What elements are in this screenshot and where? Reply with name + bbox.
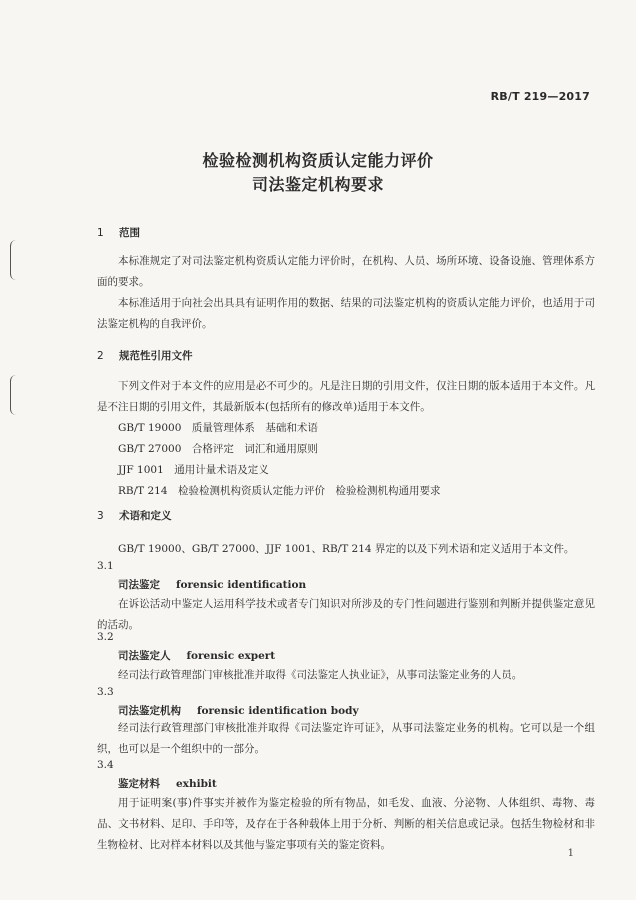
paragraph <box>97 251 595 293</box>
paragraph-text: 本标准适用于向社会出具具有证明作用的数据、结果的司法鉴定机构的资质认定能力评价，也适用于司法鉴定机构的自我评价。 <box>97 297 595 330</box>
section-title: 术语和定义 <box>119 510 172 522</box>
term-zh: 鉴定材料 <box>118 778 160 790</box>
section-number: 3 <box>97 510 104 522</box>
paragraph <box>97 718 595 760</box>
term-heading <box>118 648 275 663</box>
term-number: 3.2 <box>97 631 114 643</box>
term-heading <box>118 776 217 791</box>
section-heading <box>97 348 193 363</box>
term-en: forensic identification body <box>197 705 359 717</box>
term-zh: 司法鉴定 <box>118 579 160 591</box>
paragraph <box>97 793 595 856</box>
reference-item: RB/T 214 检验检测机构资质认定能力评价 检验检测机构通用要求 <box>118 485 441 497</box>
term-number: 3.3 <box>97 686 114 698</box>
term-en: forensic expert <box>186 650 276 662</box>
section-number: 1 <box>97 227 104 239</box>
term-number: 3.1 <box>97 560 114 572</box>
paragraph-text: 下列文件对于本文件的应用是必不可少的。凡是注日期的引用文件，仅注日期的版本适用于本文件。凡是不注日期的引用文件，其最新版本(包括所有的修改单)适用于本文件。 <box>97 380 595 413</box>
binding-mark <box>10 240 17 280</box>
term-definition: 经司法行政管理部门审核批准并取得《司法鉴定人执业证》，从事司法鉴定业务的人员。 <box>118 669 523 681</box>
paragraph <box>97 665 595 686</box>
paragraph-text: 本标准规定了对司法鉴定机构资质认定能力评价时，在机构、人员、场所环境、设备设施、管理体系方面的要求。 <box>97 255 595 288</box>
section-number: 2 <box>97 350 104 362</box>
paragraph-text: GB/T 19000、GB/T 27000、JJF 1001、RB/T 214 界定的以及下列术语和定义适用于本文件。 <box>118 543 575 555</box>
paragraph <box>97 376 595 418</box>
paragraph <box>97 293 595 335</box>
standard-code: RB/T 219—2017 <box>490 90 590 103</box>
term-definition: 用于证明案(事)件事实并被作为鉴定检验的所有物品，如毛发、血液、分泌物、人体组织、毒物、毒品、文书材料、足印、手印等，及存在于各种载体上用于分析、判断的相关信息或记录。包括生物检材和非生物检材、比对样本材料以及其他与鉴定事项有关的鉴定资料。 <box>97 797 595 851</box>
term-heading <box>118 577 306 592</box>
document-title: 检验检测机构资质认定能力评价 <box>202 151 434 170</box>
section-title: 规范性引用文件 <box>119 350 193 362</box>
term-definition: 经司法行政管理部门审核批准并取得《司法鉴定许可证》，从事司法鉴定业务的机构。它可以是一个组织，也可以是一个组织中的一部分。 <box>97 722 595 755</box>
term-heading <box>118 703 359 718</box>
term-number: 3.4 <box>97 759 114 771</box>
section-title: 范围 <box>119 227 140 239</box>
document-subtitle: 司法鉴定机构要求 <box>251 175 384 194</box>
reference-item: GB/T 27000 合格评定 词汇和通用原则 <box>118 443 318 455</box>
section-heading <box>97 508 172 523</box>
binding-mark <box>10 375 17 415</box>
reference-item: JJF 1001 通用计量术语及定义 <box>118 464 269 476</box>
paragraph <box>97 594 595 636</box>
term-en: exhibit <box>176 778 217 790</box>
term-en: forensic identification <box>176 579 307 591</box>
term-zh: 司法鉴定机构 <box>118 705 181 717</box>
reference-item: GB/T 19000 质量管理体系 基础和术语 <box>118 422 318 434</box>
page-number: 1 <box>567 848 574 859</box>
term-definition: 在诉讼活动中鉴定人运用科学技术或者专门知识对所涉及的专门性问题进行鉴别和判断并提供鉴定意见的活动。 <box>97 598 595 631</box>
section-heading <box>97 225 140 240</box>
term-zh: 司法鉴定人 <box>118 650 171 662</box>
